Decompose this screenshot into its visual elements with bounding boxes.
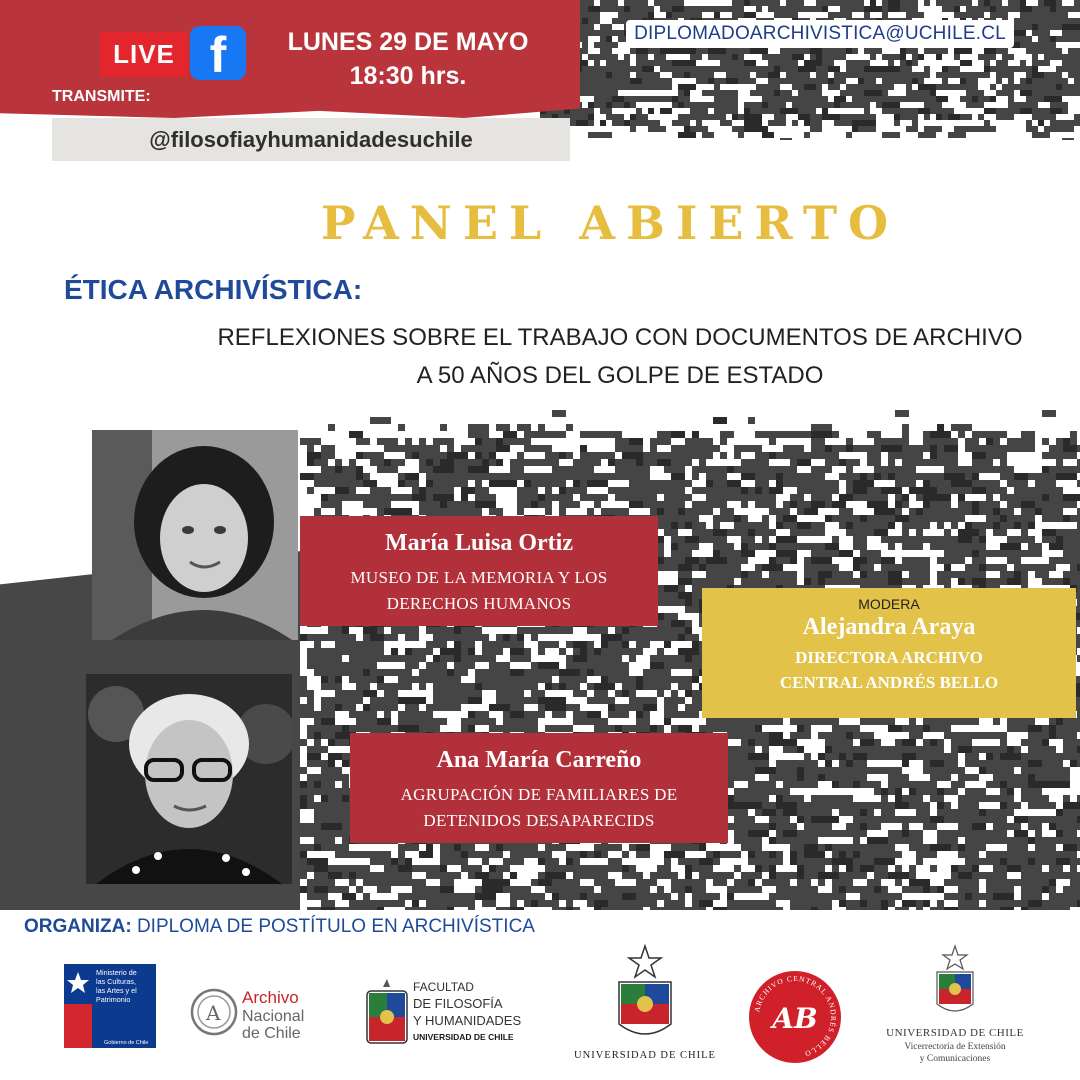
facultad-text-4: UNIVERSIDAD DE CHILE	[413, 1032, 514, 1042]
organizer-key: ORGANIZA:	[24, 916, 132, 937]
moderator-role-line-2: CENTRAL ANDRÉS BELLO	[779, 673, 999, 692]
speaker-photo-ortiz	[92, 430, 298, 640]
subtitle-line-1: REFLEXIONES SOBRE EL TRABAJO CON DOCUMENTOS DE ARCHIVO	[217, 324, 1023, 351]
facebook-icon: f	[190, 26, 246, 80]
logo-facultad-filosofia	[365, 977, 525, 1053]
facultad-text-3: Y HUMANIDADES	[413, 1013, 522, 1028]
archivo-text-1: Archivo	[242, 988, 299, 1007]
archivo-text-3: de Chile	[242, 1025, 301, 1042]
vrec-text-1: UNIVERSIDAD DE CHILE	[886, 1027, 1024, 1039]
portrait-placeholder-icon	[92, 430, 298, 640]
ab-monogram: AB	[772, 1002, 818, 1035]
moderator-card	[702, 588, 1076, 718]
logo-universidad-de-chile	[572, 944, 718, 1064]
speaker-card-carreno	[350, 733, 728, 843]
speaker-org-line-1: AGRUPACIÓN DE FAMILIARES DE	[400, 785, 678, 804]
vrec-text-2: Vicerrectoría de Extensión	[904, 1042, 1006, 1052]
speaker-name: María Luisa Ortiz	[385, 530, 573, 556]
logo-archivo-nacional	[190, 980, 330, 1044]
ministerio-text-3: las Artes y el	[96, 986, 137, 995]
moderator-name: Alejandra Araya	[802, 614, 976, 640]
moderator-label: MODERA	[858, 596, 920, 612]
speaker-card-ortiz	[300, 516, 658, 626]
uchile-text: UNIVERSIDAD DE CHILE	[574, 1050, 716, 1061]
logo-archivo-central-andres-bello	[748, 970, 842, 1064]
facebook-handle-link[interactable]: @filosofiayhumanidadesuchile	[52, 118, 570, 161]
transmite-label: TRANSMITE:	[52, 88, 151, 105]
moderator-role-line-1: DIRECTORA ARCHIVO	[795, 648, 983, 667]
archivo-text-2: Nacional	[242, 1008, 305, 1025]
speaker-org-line-2: DERECHOS HUMANOS	[386, 594, 572, 613]
organizer-value: DIPLOMA DE POSTÍTULO EN ARCHIVÍSTICA	[136, 916, 535, 937]
event-time: 18:30 hrs.	[349, 62, 467, 90]
ministerio-text-2: las Culturas,	[96, 977, 136, 986]
portrait-placeholder-icon	[86, 674, 292, 884]
event-date: LUNES 29 DE MAYO	[287, 28, 529, 56]
contact-email-link[interactable]: DIPLOMADOARCHIVISTICA@UCHILE.CL	[626, 20, 1014, 48]
facultad-text-1: FACULTAD	[413, 980, 474, 994]
ministerio-text-1: Ministerio de	[96, 968, 137, 977]
vrec-text-3: y Comunicaciones	[919, 1054, 991, 1064]
speaker-org-line-2: DETENIDOS DESAPARECIDS	[423, 811, 655, 830]
ministerio-footer: Gobierno de Chile	[104, 1040, 149, 1046]
panel-title: PANEL ABIERTO	[320, 196, 900, 250]
organizer-line	[24, 916, 535, 938]
speaker-name: Ana María Carreño	[436, 747, 642, 773]
logo-ministerio-culturas	[64, 964, 156, 1048]
subtitle-line-2: A 50 AÑOS DEL GOLPE DE ESTADO	[416, 362, 824, 389]
ab-ring-text: ARCHIVO CENTRAL ANDRÉS BELLO	[752, 973, 839, 1059]
facultad-text-2: DE FILOSOFÍA	[413, 996, 503, 1011]
logo-vicerrectoria-extension	[880, 944, 1030, 1066]
speaker-photo-carreno	[86, 674, 292, 884]
ministerio-text-4: Patrimonio	[96, 995, 131, 1004]
live-badge: LIVE	[100, 32, 188, 77]
topic-title: ÉTICA ARCHIVÍSTICA:	[64, 274, 363, 305]
speaker-org-line-1: MUSEO DE LA MEMORIA Y LOS	[350, 568, 608, 587]
